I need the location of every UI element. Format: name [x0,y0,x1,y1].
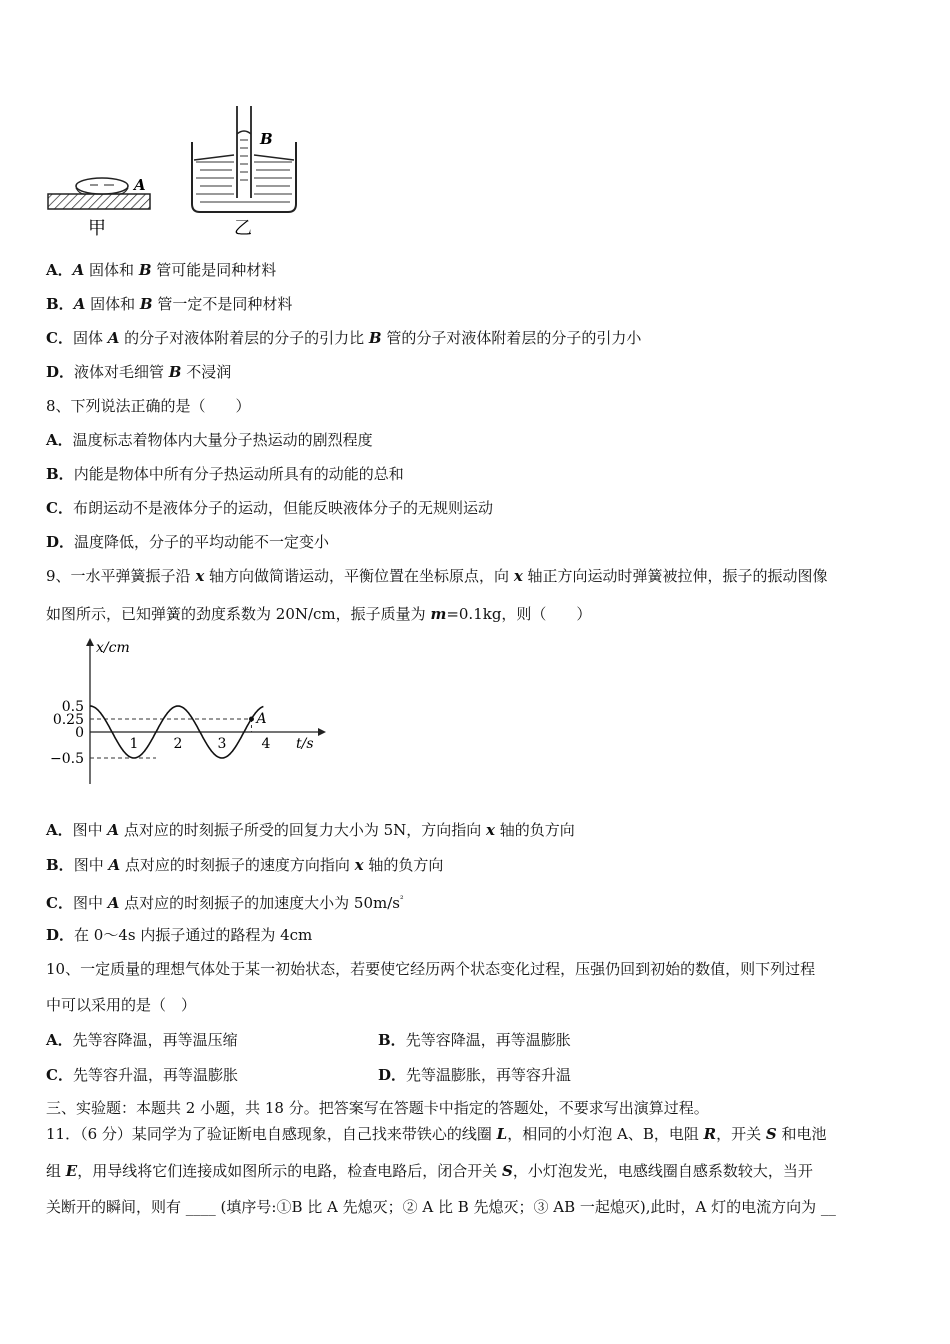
q9-stem-line2: 如图所示，已知弹簧的劲度系数为 20N/cm，振子质量为 m=0.1kg，则（ ） [46,605,592,623]
q10-option-c[interactable]: C．先等容升温，再等温膨胀 [46,1066,238,1084]
figure-capillary [44,100,314,240]
q9-stem-line1: 9、一水平弹簧振子沿 x 轴方向做简谐运动，平衡位置在坐标原点，向 x 轴正方向运动时弹簧被拉伸，振子的振动图像 [46,567,828,585]
q8-option-b[interactable]: B．内能是物体中所有分子热运动所具有的动能的总和 [46,465,404,483]
q10-option-a[interactable]: A．先等容降温，再等温压缩 [46,1031,238,1049]
q7-option-b[interactable]: B．A 固体和 B 管一定不是同种材料 [46,295,293,313]
q9-option-b[interactable]: B．图中 A 点对应的时刻振子的速度方向指向 x 轴的负方向 [46,856,444,874]
q10-stem-line1: 10、一定质量的理想气体处于某一初始状态，若要使它经历两个状态变化过程，压强仍回到初始的数值，则下列过程 [46,960,816,978]
y-tick-label: 0 [75,725,84,741]
q7-option-a[interactable]: A．A 固体和 B 管可能是同种材料 [46,261,277,279]
y-axis-arrow [86,638,94,646]
x-axis-label: t/s [296,736,314,752]
q7-option-c[interactable]: C．固体 A 的分子对液体附着层的分子的引力比 B 管的分子对液体附着层的分子的引力小 [46,329,642,347]
x-tick-label: 4 [261,736,271,752]
q11-line2: 组 E，用导线将它们连接成如图所示的电路，检查电路后，闭合开关 S，小灯泡发光，电感线圈自感系数较大，当开 [46,1162,813,1180]
q8-option-a[interactable]: A．温度标志着物体内大量分子热运动的剧烈程度 [46,431,373,449]
q11-line3: 关断开的瞬间，则有 ____ (填序号:①B 比 A 先熄灭；② A 比 B 先熄灭；③ AB 一起熄灭),此时，A 灯的电流方向为 __ [46,1198,836,1216]
q10-stem-line2: 中可以采用的是（ ） [46,996,197,1014]
label-a: A [134,176,146,194]
y-tick-label: −0.5 [50,751,84,767]
y-axis-label: x/cm [96,640,130,656]
q10-option-d[interactable]: D．先等温膨胀，再等容升温 [378,1066,572,1084]
q8-option-d[interactable]: D．温度降低，分子的平均动能不一定变小 [46,533,330,551]
x-axis-arrow [318,728,326,736]
y-tick-label: 0.25 [52,712,84,728]
q8-option-c[interactable]: C．布朗运动不是液体分子的运动，但能反映液体分子的无规则运动 [46,499,493,517]
caption-yi: 乙 [234,218,252,239]
label-b: B [260,130,273,148]
q8-stem: 8、下列说法正确的是（ ） [46,397,251,415]
vibration-chart [40,632,330,792]
beaker-yi [192,106,296,212]
q9-option-c[interactable]: C．图中 A 点对应的时刻振子的加速度大小为 $50m/s^{^2}$ [46,894,404,912]
q7-option-d[interactable]: D．液体对毛细管 B 不浸润 [46,363,232,381]
x-tick-label: 2 [173,736,183,752]
point-a-label: A [256,711,267,727]
q11-line1: 11．（6 分）某同学为了验证断电自感现象，自己找来带铁心的线圈 L，相同的小灯泡 A、B，电阻 R，开关 S 和电池 [46,1125,827,1143]
q9-option-a[interactable]: A．图中 A 点对应的时刻振子所受的回复力大小为 5N，方向指向 x 轴的负方向 [46,821,575,839]
x-tick-label: 3 [217,736,227,752]
caption-jia: 甲 [88,218,106,239]
x-tick-label: 1 [129,736,139,752]
section3-title: 三、实验题：本题共 2 小题，共 18 分。把答案写在答题卡中指定的答题处，不要求写出演算过程。 [46,1099,709,1117]
y-tick-label: 0.5 [61,699,84,715]
q10-option-b[interactable]: B．先等容降温，再等温膨胀 [378,1031,571,1049]
point-a [249,717,254,722]
q9-option-d[interactable]: D．在 0～4s 内振子通过的路程为 4cm [46,926,313,944]
